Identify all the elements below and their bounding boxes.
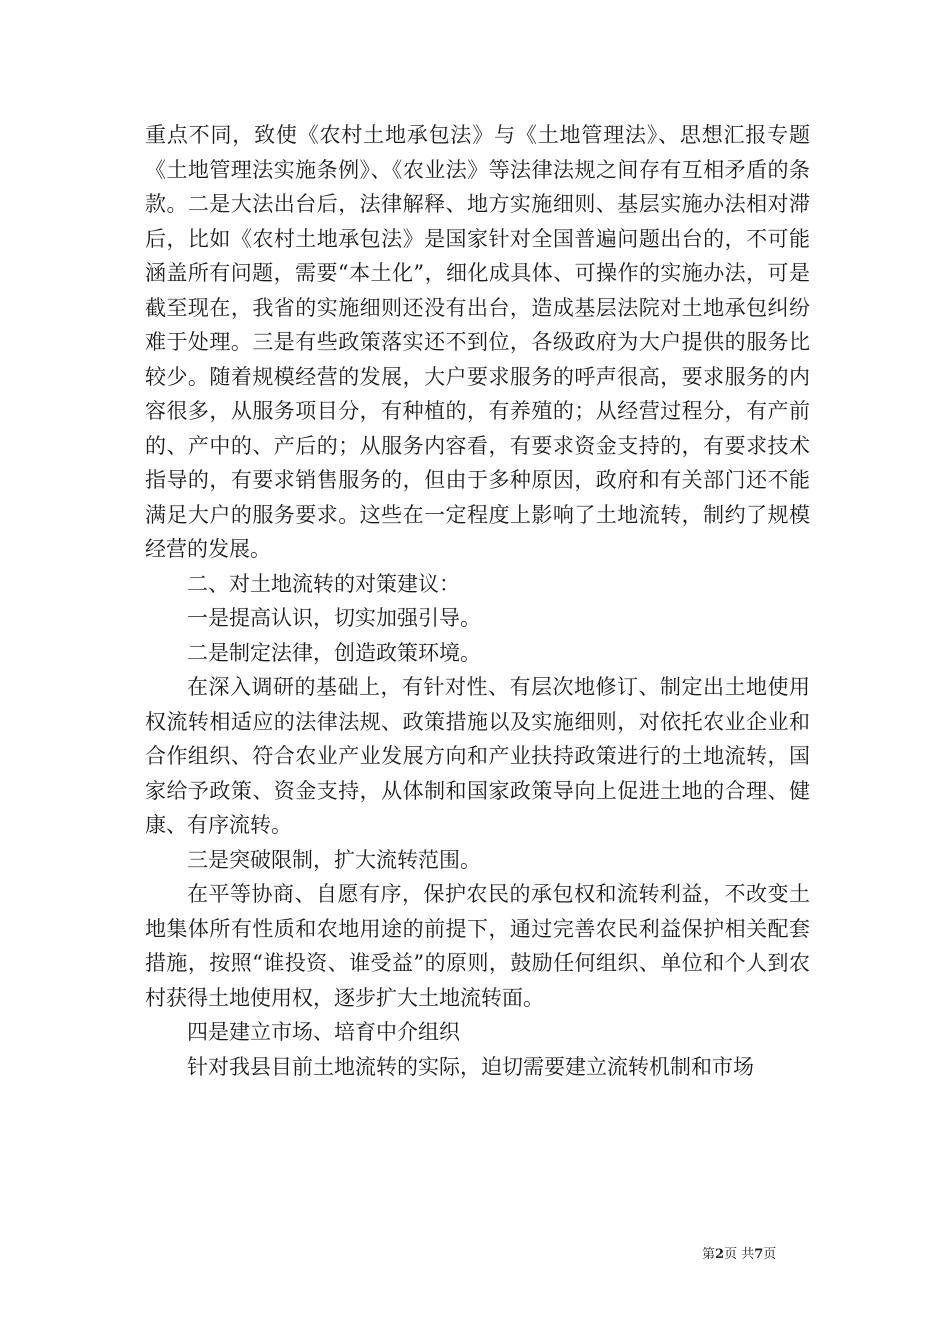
paragraph-8-suggestion-4: 四是建立市场、培育中介组织 xyxy=(187,1020,460,1044)
paragraph-9: 针对我县目前土地流转的实际，迫切需要建立流转机制和市场 xyxy=(187,1054,754,1079)
footer-prefix: 第 xyxy=(702,1247,716,1262)
paragraph-6-suggestion-3: 三是突破限制，扩大流转范围。 xyxy=(187,847,481,872)
paragraph-7: 在平等协商、自愿有序，保护农民的承包权和流转利益，不改变土地集体所有性质和农地用途的前提下，通过完善农民利益保护相关配套措施，按照“谁投资、谁受益”的原则，鼓励任何组织、单位和个人到农村获得土地使用权，逐步扩大土地流转面。 xyxy=(145,882,810,1010)
paragraph-3-suggestion-1: 一是提高认识，切实加强引导。 xyxy=(187,606,481,630)
paragraph-1: 重点不同，致使《农村土地承包法》与《土地管理法》、思想汇报专题《土地管理法实施条例》、《农业法》等法律法规之间存有互相矛盾的条款。二是大法出台后，法律解释、地方实施细则、基层实施办法相对滞后，比如《农村土地承包法》是国家针对全国普遍问题出台的，不可能涵盖所有问题，需要“本土化”，细化成具体、可操作的实施办法，可是截至现在，我省的实施细则还没有出台，造成基层法院对土地承包纠纷难于处理。三是有些政策落实还不到位，各级政府为大户提供的服务比较少。随着规模经营的发展，大户要求服务的呼声很高，要求服务的内容很多，从服务项目分，有种植的，有养殖的；从经营过程分，有产前的、产中的、产后的；从服务内容看，有要求资金支持的，有要求技术指导的，有要求销售服务的，但由于多种原因，政府和有关部门还不能满足大户的服务要求。这些在一定程度上影响了土地流转，制约了规模经营的发展。 xyxy=(145,123,810,561)
paragraph-2-section-heading: 二、对土地流转的对策建议： xyxy=(187,571,460,596)
footer-suffix: 页 xyxy=(763,1247,777,1262)
page-number-footer xyxy=(702,1246,776,1264)
footer-middle: 页 共 xyxy=(724,1247,755,1262)
footer-total-pages: 7 xyxy=(754,1247,764,1262)
paragraph-4-suggestion-2: 二是制定法律，创造政策环境。 xyxy=(187,640,481,665)
paragraph-5: 在深入调研的基础上，有针对性、有层次地修订、制定出土地使用权流转相适应的法律法规、政策措施以及实施细则，对依托农业企业和合作组织、符合农业产业发展方向和产业扶持政策进行的土地流转，国家给予政策、资金支持，从体制和国家政策导向上促进土地的合理、健康、有序流转。 xyxy=(145,675,810,837)
document-body xyxy=(145,118,810,1084)
footer-current-page: 2 xyxy=(715,1247,725,1262)
